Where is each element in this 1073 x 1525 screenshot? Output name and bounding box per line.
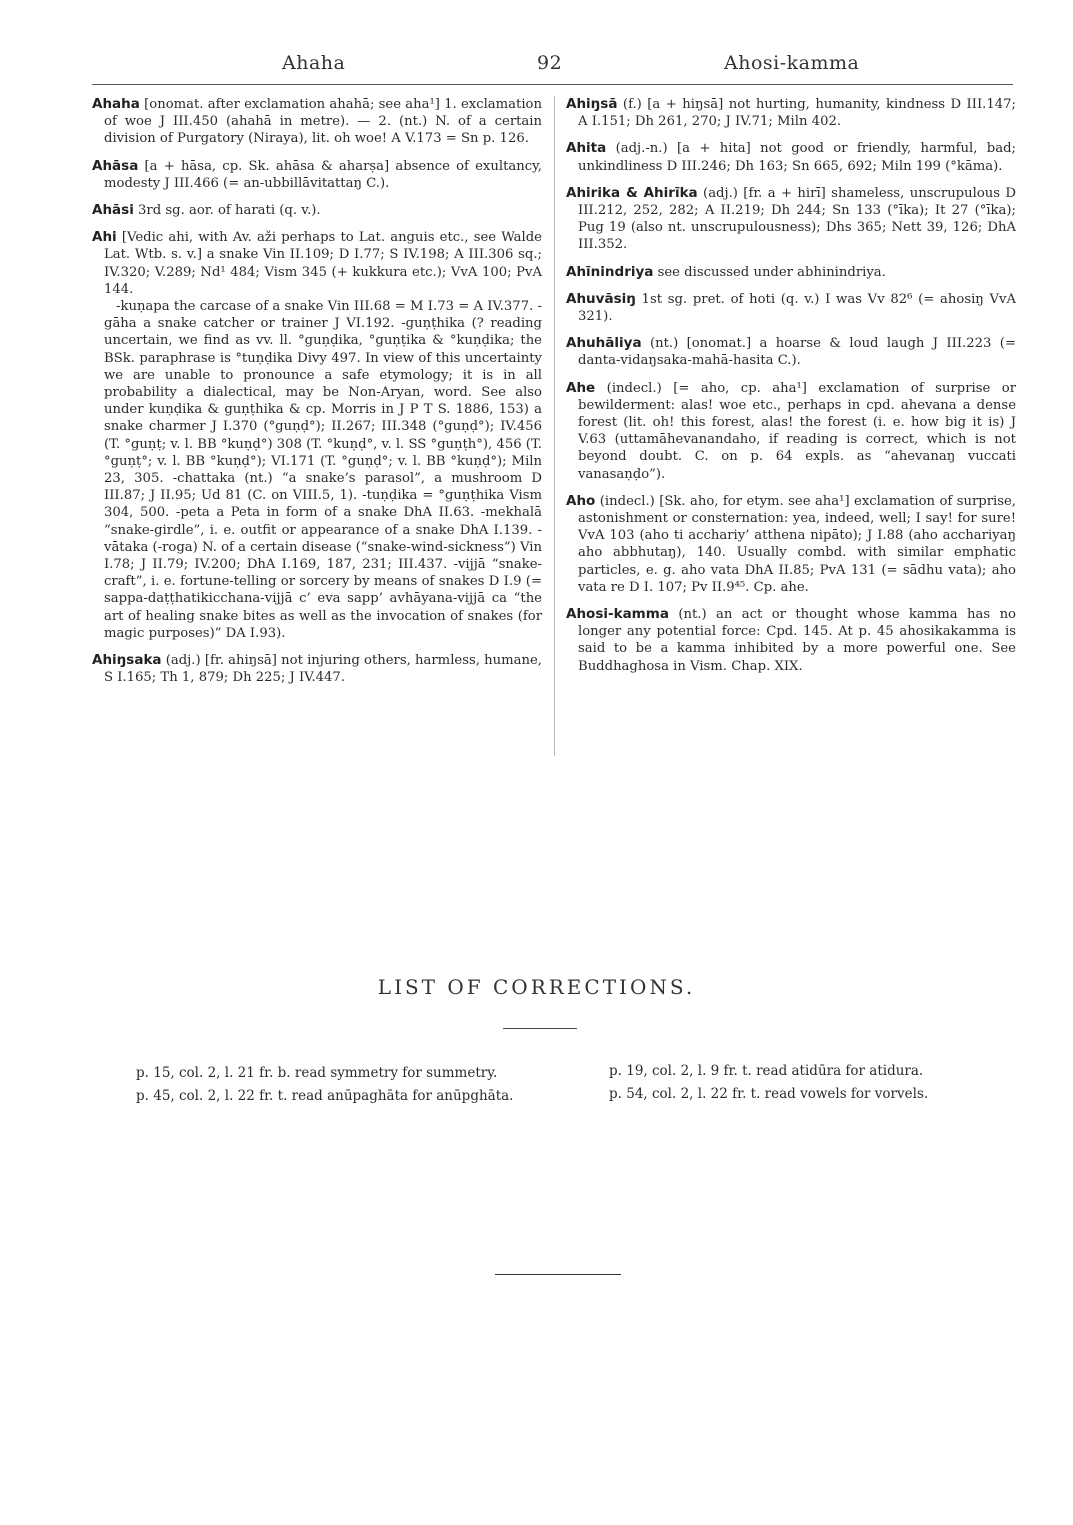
corrections-rule: [503, 1028, 577, 1029]
correction-item: p. 19, col. 2, l. 9 fr. t. read atidūra for atidura.: [609, 1063, 924, 1079]
entry-text: [a + hāsa, cp. Sk. ahāsa & aharṣa] absence of exultancy, modesty J III.466 (= an-ubbillāvitattaŋ C.).: [104, 158, 542, 191]
entry-text: (indecl.) [Sk. aho, for etym. see aha¹] exclamation of surprise, astonishment or consternation: yea, indeed, well; I say! for sure! VvA 103 (aho ti acchariy’ atthena nipāto); J I.88 (aho acchariyaŋ aho abbhutaŋ), 140. Usually combd. with similar emphatic particles, e. g. aho vata DhA II.85; PvA 131 (= sādhu vata); aho vata re D I. 107; Pv II.9⁴⁵. Cp. ahe.: [578, 493, 1016, 595]
corrections-title: LIST OF CORRECTIONS.: [377, 975, 696, 999]
entry-text: (f.) [a + hiŋsā] not hurting, humanity, kindness D III.147; A I.151; Dh 261, 270; J IV.71; Miln 402.: [578, 97, 1016, 130]
headword: Ahirika & Ahirīka: [566, 184, 698, 201]
headword: Ahuvāsiŋ: [566, 290, 636, 307]
entry-ahimsaka: [92, 652, 542, 686]
entry-text: [onomat. after exclamation ahahā; see aha¹] 1. exclamation of woe J III.450 (ahahā in metre). — 2. (nt.) N. of a certain division of Purgatory (Niraya), lit. oh woe! A V.173 = Sn p. 126.: [104, 97, 542, 147]
entry-ahirika: [566, 185, 1016, 254]
left-column: [92, 96, 542, 697]
entry-text: 3rd sg. aor. of harati (q. v.).: [133, 203, 321, 219]
end-rule: [495, 1274, 621, 1275]
right-column: [566, 96, 1016, 685]
header-rule: [92, 84, 1013, 85]
entry-aho: [566, 493, 1016, 596]
entry-text: 1st sg. pret. of hoti (q. v.) I was Vv 82⁶ (= ahosiŋ VvA 321).: [578, 291, 1016, 325]
entry-ahuhaliya: [566, 335, 1016, 369]
headword: Aho: [566, 492, 596, 509]
entry-text: [Vedic ahi, with Av. aži perhaps to Lat. anguis etc., see Walde Lat. Wtb. s. v.] a snake Vin II.109; D I.77; S IV.198; A III.306 sq.; IV.320; V.289; Nd¹ 484; Vism 345 (+ kukkura etc.); VvA 100; PvA 144.: [104, 230, 542, 297]
headword: Ahuhāliya: [566, 335, 642, 352]
page-number: 92: [537, 52, 563, 74]
column-divider: [554, 96, 555, 756]
correction-item: p. 45, col. 2, l. 22 fr. t. read anūpaghāta for anūpghāta.: [136, 1088, 514, 1104]
running-head-left: Ahaha: [282, 52, 346, 74]
entry-text: (adj.-n.) [a + hita] not good or friendly, harmful, bad; unkindliness D III.246; Dh 163; Sn 665, 692; Miln 199 (°kāma).: [578, 141, 1016, 174]
entry-text: (adj.) [fr. ahiŋsā] not injuring others, harmless, humane, S I.165; Th 1, 879; Dh 225; J IV.447.: [104, 653, 542, 686]
running-head-right: Ahosi-kamma: [724, 52, 860, 74]
entry-text: (adj.) [fr. a + hirī] shameless, unscrupulous D III.212, 252, 282; A II.219; Dh 244; Sn 133 (°īka); It 27 (°īka); Pug 19 (also nt. unscrupulousness); Dhs 365; Nett 39, 126; DhA III.352.: [578, 185, 1016, 253]
headword: Ahāsa: [92, 157, 139, 174]
headword: Ahīnindriya: [566, 263, 654, 280]
entry-ahimsa: [566, 96, 1016, 130]
entry-ahinindriya: [566, 264, 1016, 281]
headword: Ahita: [566, 140, 607, 157]
entry-text: (nt.) [onomat.] a hoarse & loud laugh J III.223 (= danta-vidaŋsaka-mahā-hasita C.).: [578, 336, 1016, 369]
correction-item: p. 15, col. 2, l. 21 fr. b. read symmetry for summetry.: [136, 1065, 498, 1081]
headword: Ahaha: [92, 96, 140, 112]
entry-text: (indecl.) [= aho, cp. aha¹] exclamation of surprise or bewilderment: alas! woe etc., perhaps in cpd. ahevana a dense forest (lit. oh! this forest, alas! the forest (i. e. how big it is) J V.63 (uttamāhevanandaho, if reading is correct, which is not beyond doubt. C. on p. 64 expls. as “ahevanaŋ vuccati vanasaṇḍo”).: [578, 380, 1016, 482]
entry-ahita: [566, 140, 1016, 174]
entry-ahosi-kamma: [566, 606, 1016, 675]
entry-ahasi: [92, 202, 542, 219]
entry-ahasa: [92, 158, 542, 192]
entry-ahaha: [92, 96, 542, 148]
headword: Ahe: [566, 379, 596, 396]
headword: Ahāsi: [92, 202, 134, 219]
entry-ahi: [92, 229, 542, 642]
entry-compounds: -kuṇapa the carcase of a snake Vin III.68 = M I.73 = A IV.377. -gāha a snake catcher or trainer J VI.192. -guṇṭhika (? reading uncertain, we find as vv. ll. °guṇḍika, °guṇṭika & °kuṇḍika; the BSk. paraphrase is °tuṇḍika Divy 497. In view of this uncertainty we are unable to pronounce a safe etymology; it is in all probability a dialectical, may be Non-Aryan, word. See also under kuṇḍika & guṇṭhika & cp. Morris in J P T S. 1886, 153) a snake charmer J I.370 (°guṇḍ°); II.267; III.348 (°guṇḍ°); IV.456 (T. °guṇṭ; v. l. BB °kuṇḍ°) 308 (T. °kuṇḍ°, v. l. SS °guṇṭh°), 456 (T. °guṇṭ°; v. l. BB °kuṇḍ°); VI.171 (T. °guṇḍ°; v. l. BB °kuṇḍ°); Miln 23, 305. -chattaka (nt.) “a snake’s parasol”, a mushroom D III.87; J II.95; Ud 81 (C. on VIII.5, 1). -tuṇḍika = °guṇṭhika Vism 304, 500. -peta a Peta in form of a snake DhA II.63. -mekhalā “snake-girdle”, i. e. outfit or appearance of a snake DhA I.139. -vātaka (-roga) N. of a certain disease (“snake-wind-sickness”) Vin I.78; J II.79; IV.200; DhA I.169, 187, 231; III.437. -vijjā “snake-craft”, i. e. fortune-telling or sorcery by means of snakes D I.9 (= sappa-daṭṭhatikicchana-vijjā c’ eva sapp’ avhāyana-vijjā ca “the art of healing snake bites as well as the invocation of snakes (for magic purposes)” DA I.93).: [104, 299, 543, 641]
headword: Ahiŋsaka: [92, 652, 162, 669]
headword: Ahi: [92, 229, 117, 246]
headword: Ahosi-kamma: [566, 606, 669, 623]
entry-text: (nt.) an act or thought whose kamma has no longer any potential force: Cpd. 145. At p. 45 ahosikakamma is said to be a kamma inhibited by a more powerful one. See Buddhaghosa in Vism. Chap. XIX.: [578, 607, 1016, 674]
entry-ahuvasim: [566, 291, 1016, 325]
entry-text: see discussed under abhinindriya.: [653, 264, 886, 280]
correction-item: p. 54, col. 2, l. 22 fr. t. read vowels for vorvels.: [609, 1086, 929, 1102]
headword: Ahiŋsā: [566, 96, 618, 112]
entry-ahe: [566, 380, 1016, 483]
